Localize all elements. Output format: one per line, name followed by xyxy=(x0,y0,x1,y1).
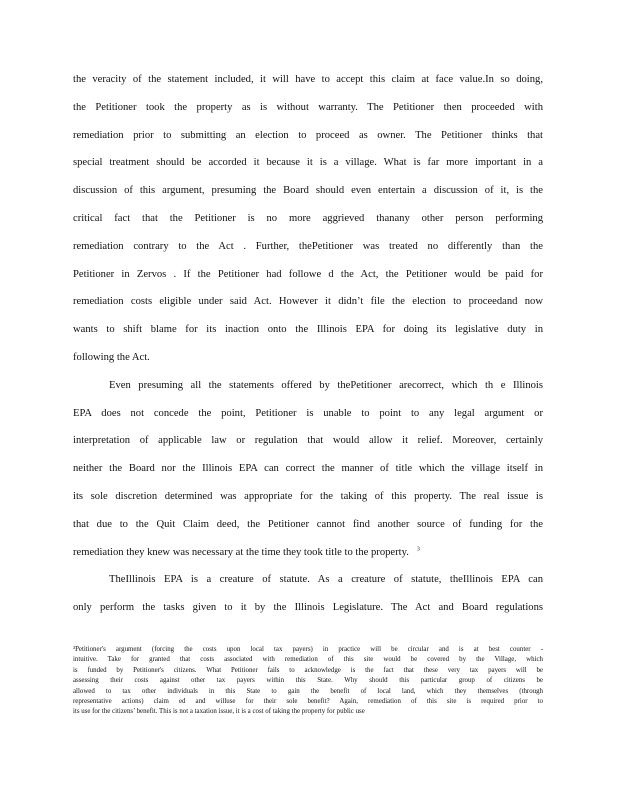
body-line-text: critical fact that the Petitioner is no more aggrieved thanany other person performing xyxy=(73,212,543,224)
body-line-text: the Petitioner took the property as is without warranty. The Petitioner then proceeded with xyxy=(73,101,543,113)
body-line xyxy=(73,539,543,567)
body-line xyxy=(73,66,543,94)
body-line-text: the veracity of the statement included, it will have to accept this claim at face value.In so doing, xyxy=(73,74,543,85)
body-line-text: neither the Board nor the Illinois EPA can correct the manner of title which the village itself in xyxy=(73,463,543,475)
body-line xyxy=(73,400,543,428)
body-line-text: only perform the tasks given to it by the Illinois Legislature. The Act and Board regulations xyxy=(73,602,543,614)
body-line xyxy=(73,483,543,511)
body-line-text: following the Act. xyxy=(73,351,150,363)
body-line xyxy=(73,566,543,594)
body-line xyxy=(73,288,543,316)
body-line xyxy=(73,594,543,622)
body-line xyxy=(73,261,543,289)
body-line-text: that due to the Quit Claim deed, the Petitioner cannot find another source of funding for the xyxy=(73,518,543,530)
body-line xyxy=(73,344,543,372)
footnote-line: its use for the citizens’ benefit. This is not a taxation issue, it is a cost of taking the property for public use xyxy=(73,708,365,716)
footnote-line: assessing their costs against other tax payers within this State. Why should this particular group of citizens be xyxy=(73,677,543,685)
footnote-line: is funded by Petitioner's citizens. What Petitioner fails to acknowledge is the fact that these very tax payers will be xyxy=(73,666,543,674)
body-line-text: wants to shift blame for its inaction onto the Illinois EPA for doing its legislative duty in xyxy=(73,324,543,336)
body-line xyxy=(73,233,543,261)
footnotes xyxy=(73,645,543,718)
body-line xyxy=(73,511,543,539)
body-line xyxy=(73,149,543,177)
body-line xyxy=(73,94,543,122)
body-text xyxy=(73,66,543,622)
footnote-line: ³Petitioner's argument (forcing the costs upon local tax payers) in practice will be circular and is at best counter - xyxy=(73,646,543,653)
body-line xyxy=(73,122,543,150)
body-line xyxy=(73,316,543,344)
body-line-text: remediation they knew was necessary at the time they took title to the property. xyxy=(73,546,409,558)
body-line-text: interpretation of applicable law or regulation that would allow it relief. Moreover, certainly xyxy=(73,435,543,447)
body-line-text: Petitioner in Zervos . If the Petitioner had followe d the Act, the Petitioner would be paid for xyxy=(73,268,543,280)
footnote-line: representative actions) claim ed and willuse for their sole benefit? Again, remediation of this site is required prior to xyxy=(73,697,543,705)
body-line-text: discussion of this argument, presuming the Board should even entertain a discussion of it, is the xyxy=(73,185,543,197)
body-line-text: its sole discretion determined was appropriate for the taking of this property. The real issue is xyxy=(73,490,543,502)
body-line xyxy=(73,177,543,205)
footnote-line: allowed to tax other individuals in this State to gain the benefit of local land, which they themselves (through xyxy=(73,687,543,695)
body-line-text: remediation costs eligible under said Act. However it didn’t file the election to proceedand now xyxy=(73,296,543,308)
body-line-text: remediation contrary to the Act . Further, thePetitioner was treated no differently than the xyxy=(73,240,543,252)
body-line-text: special treatment should be accorded it because it is a village. What is far more important in a xyxy=(73,157,543,169)
body-line xyxy=(73,205,543,233)
body-line xyxy=(73,372,543,400)
footnote-line: intuitive. Take for granted that costs associated with remediation of this site would be covered by the Village, which xyxy=(73,656,543,664)
footnote-reference: 3 xyxy=(416,546,420,553)
body-line-text: Even presuming all the statements offered by thePetitioner arecorrect, which th e Illinois xyxy=(109,379,543,391)
body-line-text: EPA does not concede the point, Petitioner is unable to point to any legal argument or xyxy=(73,407,543,419)
body-line xyxy=(73,455,543,483)
body-line-text: TheIllinois EPA is a creature of statute. As a creature of statute, theIllinois EPA can xyxy=(109,574,543,586)
body-line xyxy=(73,427,543,455)
body-line-text: remediation prior to submitting an election to proceed as owner. The Petitioner thinks that xyxy=(73,129,543,141)
